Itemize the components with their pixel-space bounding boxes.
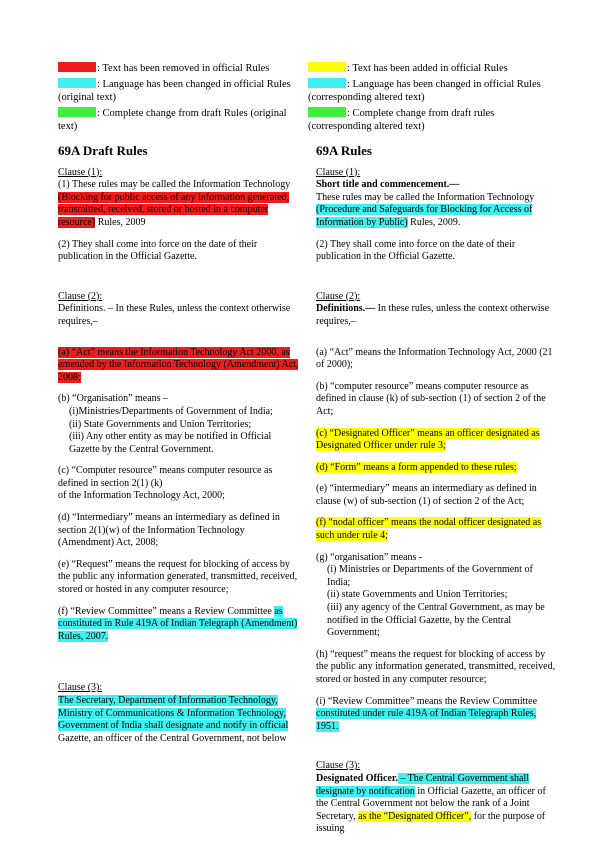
right-definition-g-iii: (iii) any agency of the Central Government, as may be notified in the Official Gazette, by the Central Government; <box>327 602 545 639</box>
right-definition-i <box>316 696 558 734</box>
right-clause-2-intro <box>316 303 558 328</box>
right-clause-3-text <box>316 773 558 836</box>
left-clause-3-text <box>58 695 300 745</box>
legend-item-changed-altered-label: : Language has been changed in official Rules (corresponding altered text) <box>308 78 541 103</box>
right-definition-c-added: (c) “Designated Officer” means an officer designated as Designated Officer under rule 3; <box>316 427 540 452</box>
right-clause-1-plain-a: These rules may be called the Information Technology <box>316 191 535 203</box>
spacer-r3 <box>316 742 558 760</box>
left-definition-b-iii: (iii) Any other entity as may be notified in Official Gazette by the Central Government. <box>69 431 272 455</box>
right-definition-g-ii: (ii) state Governments and Union Territories; <box>327 589 508 601</box>
green-swatch-icon-2 <box>308 107 346 117</box>
left-definition-b-heading: (b) “Organisation” means – <box>58 393 169 405</box>
right-definition-g-heading: (g) “organisation” means - <box>316 551 423 563</box>
left-clause-2-intro: Definitions. – In these Rules, unless the context otherwise requires,– <box>58 303 291 327</box>
legend-item-changed-original-label: : Language has been changed in official Rules (original text) <box>58 78 291 103</box>
right-clause-3-added: as the “Designated Officer”, <box>358 810 472 822</box>
cyan-swatch-icon <box>58 78 96 88</box>
right-clause-1-heading: Clause (1): <box>316 166 361 178</box>
spacer-r2 <box>316 338 558 347</box>
right-clause-2-intro-plain: In these rules, unless the context otherwise requires,– <box>316 303 550 327</box>
spacer-2 <box>58 338 300 347</box>
official-rules-title: 69A Rules <box>316 143 372 158</box>
left-definition-f <box>58 606 300 644</box>
cyan-swatch-icon-2 <box>308 78 346 88</box>
right-definition-d-added: (d) “Form” means a form appended to these rules; <box>316 461 517 473</box>
draft-rules-title: 69A Draft Rules <box>58 143 148 158</box>
right-clause-2-intro-bold: Definitions.— <box>316 303 376 315</box>
right-clause-3-plain-mid: in Official Gazette, an officer of the Central Government not below the rank of a Joint Secretary, <box>316 785 546 822</box>
legend-item-added-label: : Text has been added in official Rules <box>347 63 508 74</box>
legend-item-changed-original <box>58 78 308 105</box>
right-clause-2-heading: Clause (2): <box>316 290 361 302</box>
left-clause-3-heading: Clause (3): <box>58 682 103 694</box>
left-definition-c: (c) “Computer resource” means computer resource as defined in section 2(1) (k) <box>58 465 273 489</box>
right-definition-a: (a) “Act” means the Information Technology Act, 2000 (21 of 2000); <box>316 346 553 371</box>
left-definition-a <box>58 347 300 385</box>
right-definition-c <box>316 428 558 453</box>
right-clause-3-changed-1: – The Central Government shall designate by notification <box>316 772 530 797</box>
legend-item-added <box>308 62 558 76</box>
left-clause-1-plain-a: (1) These rules may be called the Information Technology <box>58 179 291 191</box>
left-definition-b-i: (i)Ministries/Departments of Government of India; <box>69 405 273 417</box>
left-clause-1-heading: Clause (1): <box>58 166 103 178</box>
left-clause-3-plain: Gazette, an officer of the Central Government, not below <box>58 732 287 744</box>
right-definition-h: (h) “request” means the request for blocking of access by the public any information generated, transmitted, received, stored or hosted in any computer resource; <box>316 648 556 685</box>
left-clause-1-text <box>58 179 300 229</box>
legend-item-complete-change-altered <box>308 107 558 134</box>
official-rules-column <box>316 145 558 845</box>
right-clause-1-text <box>316 192 558 230</box>
left-definition-a-removed: as amended by the Information Technology (Amendment) Act, 2008; <box>58 346 299 383</box>
right-clause-1-plain-b: Rules, 2009. <box>407 216 461 228</box>
legend-column-left <box>58 62 308 136</box>
left-clause-3-changed: The Secretary, Department of Information Technology, Ministry of Communications & Information Technology, Government of India shall designate and notify in official <box>58 695 289 732</box>
left-definition-b-ii: (ii) State Governments and Union Territories; <box>69 418 252 430</box>
green-swatch-icon <box>58 107 96 117</box>
legend-item-complete-change-original-label: : Complete change from draft Rules (original text) <box>58 107 287 132</box>
right-clause-3-plain-end: for the purpose of issuing <box>316 810 546 835</box>
legend <box>58 62 558 136</box>
left-clause-1-subsection-2: (2) They shall come into force on the date of their publication in the Official Gazette. <box>58 238 258 263</box>
right-definition-b: (b) “computer resource” means computer resource as defined in clause (k) of sub-section (1) of section 2 of the Act; <box>316 380 546 417</box>
left-definition-f-changed: as constituted in Rule 419A of Indian Telegraph (Amendment) Rules, 2007. <box>58 605 298 642</box>
legend-item-changed-altered <box>308 78 558 105</box>
left-definition-c-cont: of the Information Technology Act, 2000; <box>58 490 225 502</box>
draft-rules-column <box>58 145 300 845</box>
right-definition-g-i: (i) Ministries or Departments of the Government of India; <box>327 564 533 588</box>
left-definition-e: (e) “Request” means the request for blocking of access by the public any information generated, transmitted, received, stored or hosted in any computer resource; <box>58 558 298 596</box>
right-definition-i-plain: (i) “Review Committee” means the Review Committee <box>316 695 538 707</box>
legend-item-complete-change-original <box>58 107 308 134</box>
right-definition-i-changed: constituted under rule 419A of Indian Telegraph Rules, 1951. <box>316 708 537 732</box>
spacer-r1 <box>316 273 558 291</box>
spacer-1 <box>58 273 300 291</box>
yellow-swatch-icon <box>308 62 346 72</box>
left-clause-1-removed: (Blocking for public access of any information generated, transmitted, received, stored or hosted in a computer resource) <box>58 191 290 228</box>
left-definition-f-plain: (f) “Review Committee” means a Review Committee <box>58 605 275 617</box>
legend-item-removed <box>58 62 308 76</box>
right-clause-1-subtitle: Short title and commencement.— <box>316 179 460 191</box>
right-definition-f-added: (f) “nodal officer” means the nodal officer designated as such under rule 4; <box>316 517 542 542</box>
right-clause-3-heading: Clause (3): <box>316 760 361 772</box>
legend-item-removed-label: : Text has been removed in official Rules <box>97 63 270 74</box>
right-definition-f <box>316 517 558 542</box>
left-definition-a-plain: (a) “Act” means the Information Technology Act 2000, <box>58 346 282 358</box>
legend-item-complete-change-altered-label: : Complete change from draft rules (corresponding altered text) <box>308 107 495 132</box>
left-clause-2-heading: Clause (2): <box>58 290 103 302</box>
spacer-3 <box>58 652 300 682</box>
left-clause-1-plain-b: Rules, 2009 <box>95 216 146 228</box>
right-clause-1-subsection-2: (2) They shall come into force on the date of their publication in the Official Gazette. <box>316 238 516 263</box>
legend-column-right <box>308 62 558 136</box>
red-swatch-icon <box>58 62 96 72</box>
right-clause-1-changed: (Procedure and Safeguards for Blocking for Access of Information by Public) <box>316 204 533 228</box>
left-definition-d: (d) “Intermediary” means an intermediary as defined in section 2(1)(w) of the Information Technology (Amendment) Act, 2008; <box>58 512 280 549</box>
right-definition-d <box>316 462 558 475</box>
right-clause-3-bold: Designated Officer. <box>316 772 398 784</box>
comparison-columns <box>58 145 558 845</box>
right-definition-e: (e) “intermediary” means an intermediary as defined in clause (w) of sub-section (1) of section 2 of the Act; <box>316 483 537 507</box>
